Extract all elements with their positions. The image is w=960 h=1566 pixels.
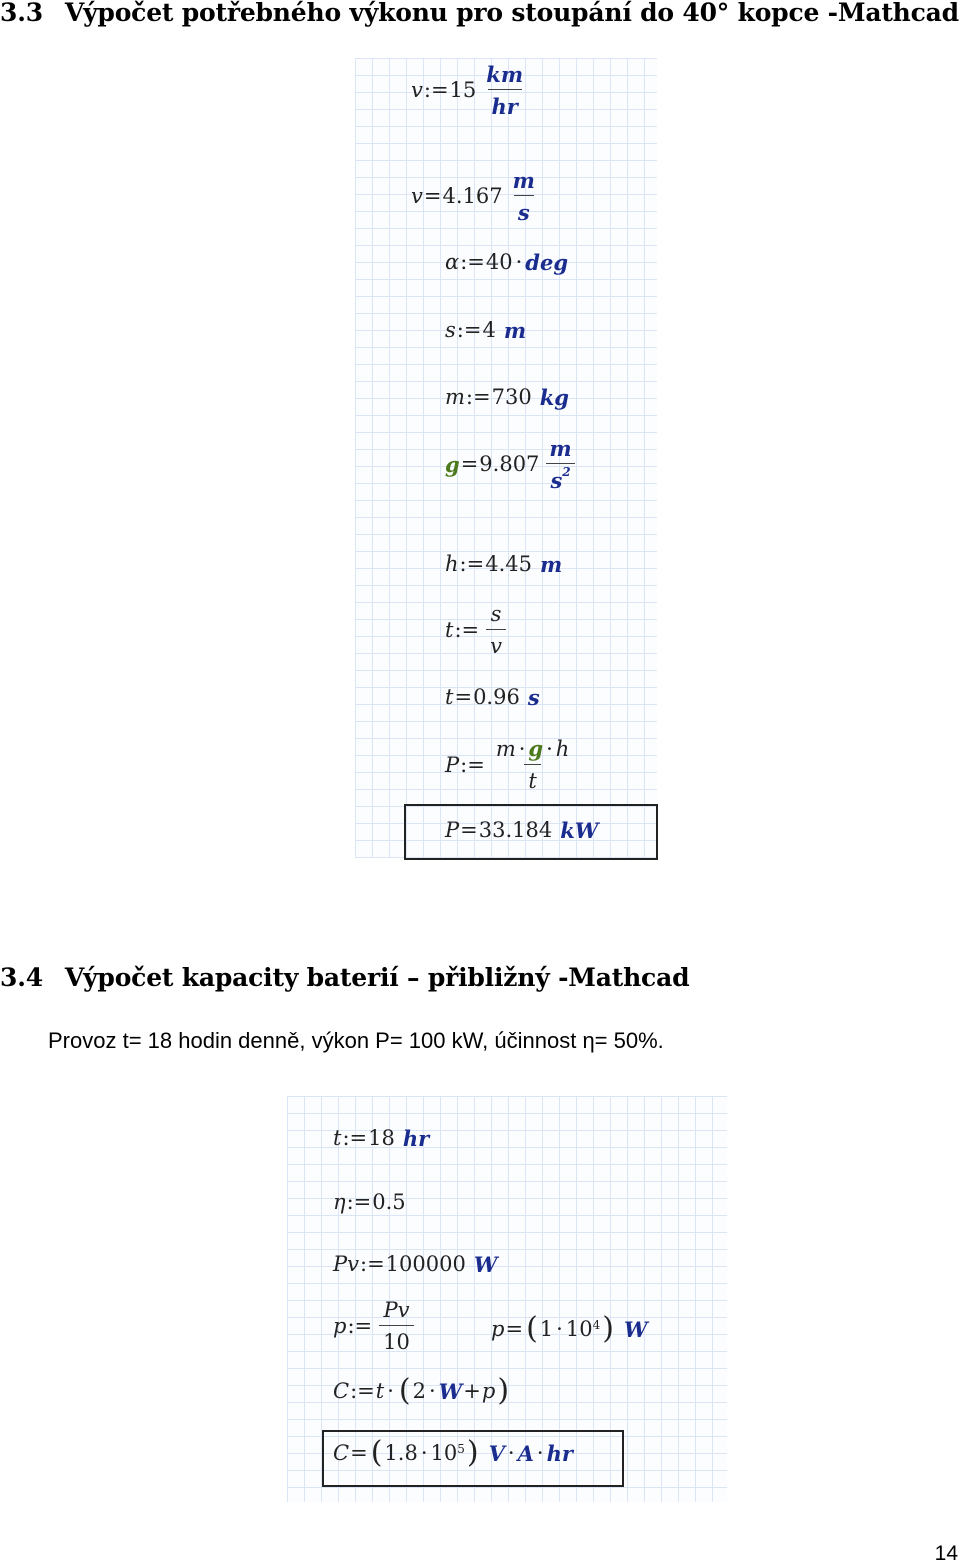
expr-p-definition: p := $\frac{Pv}{10}$ (333, 1300, 414, 1353)
expr-P-definition: P := $\frac{m \cdot g \cdot h}{t}$ (445, 736, 570, 793)
expr-v-definition: v := 15 $\frac{km}{hr}$ (411, 64, 527, 117)
section-heading-3-4 (0, 963, 689, 992)
mathcad-worksheet-power (355, 58, 657, 858)
result-box-power (404, 804, 658, 860)
expr-s-definition: s := 4 m (445, 318, 527, 343)
expr-eta-definition: η := 0.5 (333, 1190, 406, 1214)
expr-C-definition: C := t · ( 2 · W + p ) (333, 1373, 510, 1408)
expr-h-definition: h := 4.45 m (445, 552, 563, 577)
operating-parameters-text: Provoz t= 18 hodin denně, výkon P= 100 kW, účinnost η= 50%. (48, 1028, 664, 1053)
expr-t-definition: t := $\frac{s}{v}$ (445, 604, 506, 657)
expr-t-definition: t := 18 hr (333, 1126, 430, 1151)
expr-C-result: C = ( 1.8 · 10 $^5$ ) V · A · hr (333, 1435, 573, 1470)
section-title: Výpočet kapacity baterií – přibližný -Mathcad (64, 963, 690, 992)
section-number: 3.3 (0, 0, 43, 27)
unit-fraction: $\frac{km}{hr}$ (486, 62, 524, 119)
expr-alpha-definition: α := 40 · deg (445, 250, 569, 275)
section-number: 3.4 (0, 963, 43, 992)
expr-g-result: g = 9.807 $\frac{m}{s^2}$ (445, 438, 576, 491)
expr-Pv-definition: Pv := 100000 W (333, 1252, 498, 1277)
section-heading-3-3 (0, 0, 959, 27)
expr-P-result: P = 33.184 kW (445, 818, 599, 843)
page-number: 14 (934, 1542, 958, 1565)
expr-v-result: v = 4.167 $\frac{m}{s}$ (411, 168, 535, 225)
section-title: Výpočet potřebného výkonu pro stoupání do 40° kopce -Mathcad (64, 0, 959, 27)
expr-m-definition: m := 730 kg (445, 385, 569, 410)
result-box-capacity (322, 1430, 624, 1487)
expr-p-result: p = ( 1 · 10 $^4$ ) W (491, 1311, 648, 1346)
expr-t-result: t = 0.96 s (445, 685, 540, 710)
